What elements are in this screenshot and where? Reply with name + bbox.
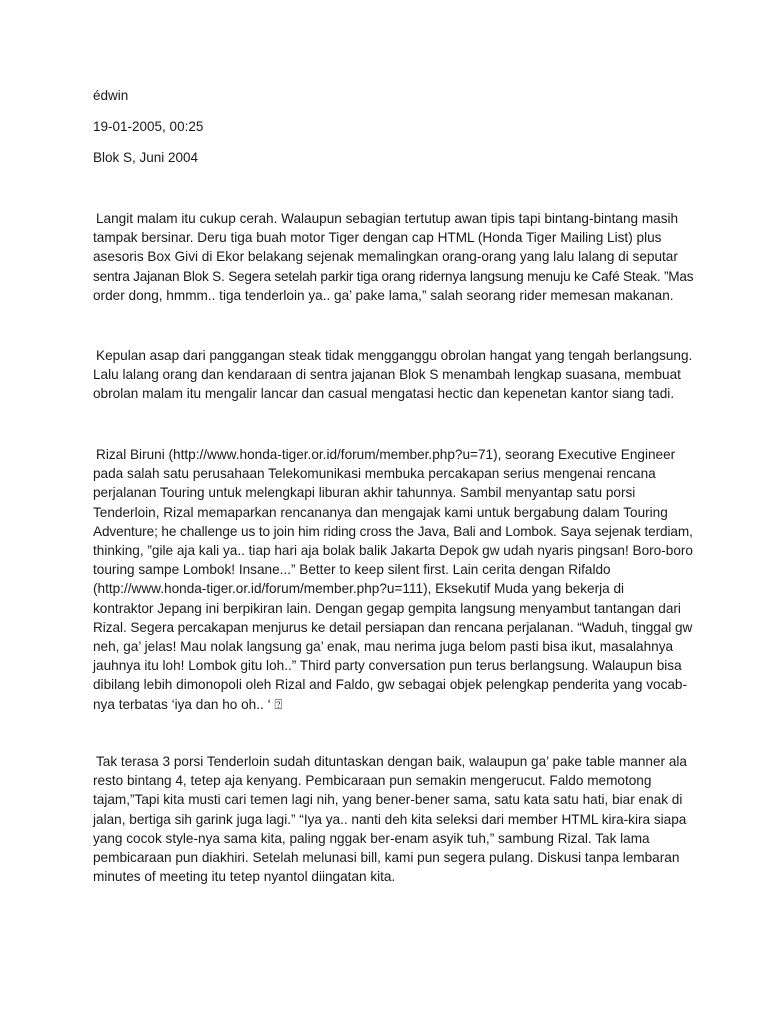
paragraph-2: [93, 346, 693, 404]
post-timestamp: 19-01-2005, 00:25: [93, 119, 204, 134]
paragraph-line: order dong, hmmm.. tiga tenderloin ya.. ga’ pake lama,” salah seorang rider memesan makanan.: [93, 287, 674, 303]
location-date: Blok S, Juni 2004: [93, 150, 199, 165]
paragraph-line: Langit malam itu cukup cerah. Walaupun sebagian tertutup awan tipis tapi bintang-bintang masih: [96, 211, 679, 226]
paragraph-line: Kepulan asap dari panggangan steak tidak mengganggu obrolan hangat yang tengah berlangsung.: [96, 348, 693, 363]
paragraph-line: neh, ga’ jelas! Mau nolak langsung ga’ enak, mau nerima juga belom pasti bisa ikut, masalahnya: [93, 639, 674, 655]
paragraph-line: Adventure; he challenge us to join him riding cross the Java, Bali and Lombok. Saya sejenak terdiam,: [93, 523, 693, 539]
paragraph-line: yang cocok style-nya sama kita, paling nggak ber-enam asyik tuh,” sambung Rizal. Tak lama: [93, 830, 650, 846]
paragraph-line: resto bintang 4, tetep aja kenyang. Pembicaraan pun semakin mengerucut. Faldo memotong: [93, 773, 652, 789]
paragraph-line: sentra Jajanan Blok S. Segera setelah parkir tiga orang ridernya langsung menuju ke Café Steak. ”Mas: [93, 268, 694, 284]
paragraph-line: obrolan malam itu mengalir lancar dan casual mengatasi hectic dan kepenetan kantor siang tadi.: [93, 386, 675, 402]
paragraph-4: [93, 752, 687, 886]
paragraph-line: tampak bersinar. Deru tiga buah motor Tiger dengan cap HTML (Honda Tiger Mailing List) plus: [93, 230, 662, 246]
paragraph-line: perjalanan Touring untuk melengkapi liburan akhir tahunnya. Sambil menyantap satu porsi: [93, 485, 636, 501]
author-name: édwin: [93, 88, 129, 103]
paragraph-line: Lalu lalang orang dan kendaraan di sentra jajanan Blok S menambah lengkap suasana, membuat: [93, 367, 681, 383]
paragraph-1: [93, 209, 694, 305]
paragraph-line: minutes of meeting itu tetep nyantol diingatan kita.: [93, 869, 396, 885]
paragraph-line: jauhnya itu loh! Lombok gitu loh..” Third party conversation pun terus berlangsung. Walaupun bisa: [93, 658, 682, 674]
paragraph-line: (http://www.honda-tiger.or.id/forum/member.php?u=111), Eksekutif Muda yang bekerja di: [93, 581, 625, 597]
paragraph-line: pembicaraan pun diakhiri. Setelah melunasi bill, kami pun segera pulang. Diskusi tanpa lembaran: [93, 850, 680, 866]
paragraph-line: dibilang lebih dimonopoli oleh Rizal and Faldo, gw sebagai objek pelengkap penderita yang vocab-: [93, 677, 687, 693]
paragraph-line: jalan, bertiga sih garink juga lagi.” “Iya ya.. nanti deh kita seleksi dari member HTML kira-kira siapa: [93, 811, 687, 827]
paragraph-line: Rizal Biruni (http://www.honda-tiger.or.id/forum/member.php?u=71), seorang Executive Engineer: [96, 447, 676, 462]
paragraph-3: [93, 445, 693, 714]
paragraph-line: Rizal. Segera percakapan menjurus ke detail persiapan dan rencana perjalanan. “Waduh, tinggal gw: [93, 619, 693, 635]
paragraph-line: kontraktor Jepang ini berpikiran lain. Dengan gegap gempita langsung menyambut tantangan dari: [93, 600, 681, 616]
paragraph-line: thinking, ”gile aja kali ya.. tiap hari aja bolak balik Jakarta Depok gw udah nyaris pingsan! Boro-boro: [93, 543, 693, 559]
paragraph-line: Tenderloin, Rizal memaparkan rencananya dan mengajak kami untuk bergabung dalam Touring: [93, 504, 668, 520]
paragraph-line: Tak terasa 3 porsi Tenderloin sudah dituntaskan dengan baik, walaupun ga’ pake table manner ala: [96, 754, 687, 769]
paragraph-line: tajam,”Tapi kita musti cari temen lagi nih, yang bener-bener sama, satu kata satu hati, biar enak di: [93, 792, 683, 808]
paragraph-line: asesoris Box Givi di Ekor belakang sejenak memalingkan orang-orang yang lalu lalang di seputar: [93, 249, 678, 265]
paragraph-line: touring sampe Lombok! Insane...” Better to keep silent first. Lain cerita dengan Rifaldo: [93, 562, 611, 578]
paragraph-line: pada salah satu perusahaan Telekomunikasi membuka percakapan serius mengenai rencana: [93, 466, 656, 482]
paragraph-line: nya terbatas ‘iya dan ho oh.. ‘ ⍰: [93, 696, 283, 712]
